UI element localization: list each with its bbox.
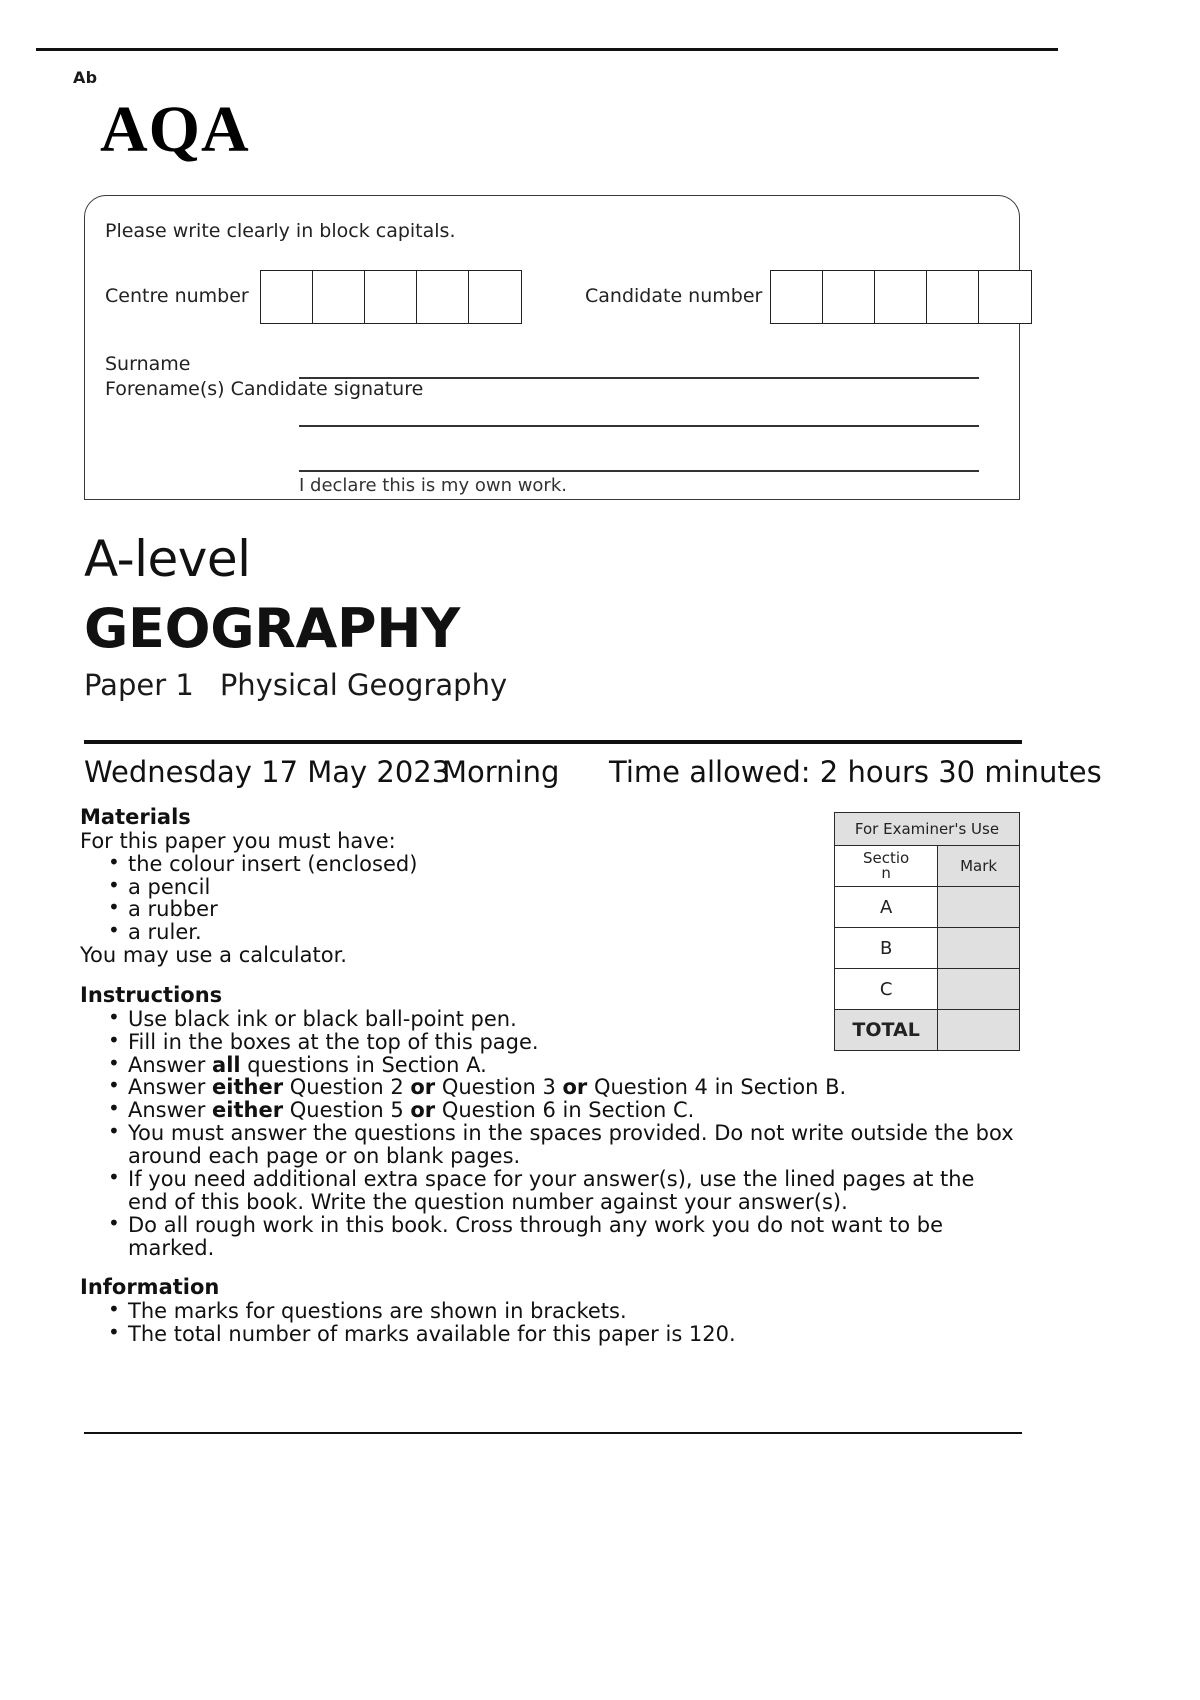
list-item: • Answer either Question 5 or Question 6 in Section C. [108,1099,1020,1122]
centre-number-cell[interactable] [313,271,365,323]
exam-session: Morning [442,755,560,789]
aqa-logo: AQA [100,93,250,166]
list-item: • the colour insert (enclosed) [108,853,548,876]
list-item: • The marks for questions are shown in brackets. [108,1300,1020,1323]
list-item: • Answer all questions in Section A. [108,1054,1020,1077]
page-marker: Ab [73,68,98,87]
candidate-number-cell[interactable] [875,271,927,323]
signature-write-line[interactable] [299,470,979,472]
list-item: • Fill in the boxes at the top of this page. [108,1031,1020,1054]
candidate-number-cell[interactable] [771,271,823,323]
materials-list [80,853,1020,945]
centre-number-cell[interactable] [365,271,417,323]
list-item: • Use black ink or black ball-point pen. [108,1008,1020,1031]
calculator-note: You may use a calculator. [80,943,347,968]
list-item: • You must answer the questions in the spaces provided. Do not write outside the box around each page or on blank pages. [108,1122,1020,1168]
list-item: • a pencil [108,876,548,899]
exam-time-allowed: Time allowed: 2 hours 30 minutes [609,755,1102,789]
surname-label: Surname [105,353,191,375]
exam-date: Wednesday 17 May 2023 [84,755,451,789]
forename-write-line[interactable] [299,425,979,427]
list-item: • If you need additional extra space for your answer(s), use the lined pages at the end of this book. Write the question number against your answer(s). [108,1168,1020,1214]
subject-title: GEOGRAPHY [84,597,460,660]
section-row-c: C [835,969,938,1010]
surname-write-line[interactable] [299,377,979,379]
list-item: • Answer either Question 2 or Question 3 or Question 4 in Section B. [108,1076,1020,1099]
candidate-number-label: Candidate number [585,285,763,307]
centre-number-input[interactable] [260,270,522,324]
list-item: • The total number of marks available for this paper is 120. [108,1323,1020,1346]
top-rule [36,48,1058,51]
examiner-col-section: Sectio n [835,846,938,887]
instructions-heading: Instructions [80,982,223,1007]
section-row-a: A [835,887,938,928]
materials-heading: Materials [80,805,191,829]
examiner-col-mark: Mark [938,846,1020,887]
instructions-list [80,1008,1020,1260]
centre-number-cell[interactable] [261,271,313,323]
forename-signature-label: Forename(s) Candidate signature [105,378,424,400]
list-item: • Do all rough work in this book. Cross through any work you do not want to be marked. [108,1214,1020,1260]
materials-intro: For this paper you must have: [80,829,396,853]
declaration-text: I declare this is my own work. [299,475,567,496]
paper-name: Physical Geography [219,668,508,702]
paper-number: Paper 1 [84,668,194,702]
information-heading: Information [80,1275,220,1300]
centre-number-cell[interactable] [417,271,469,323]
centre-number-cell[interactable] [469,271,521,323]
candidate-number-cell[interactable] [927,271,979,323]
bottom-rule [84,1432,1022,1434]
list-item: • a ruler. [108,921,548,944]
examiner-table-title: For Examiner's Use [835,813,1020,846]
candidate-number-input[interactable] [770,270,1032,324]
paper-line [84,668,507,702]
centre-number-label: Centre number [105,285,249,307]
block-capitals-note: Please write clearly in block capitals. [105,220,456,242]
information-list [80,1300,1020,1346]
header-divider-rule [84,740,1022,744]
candidate-number-cell[interactable] [979,271,1031,323]
candidate-number-cell[interactable] [823,271,875,323]
section-row-b: B [835,928,938,969]
qualification-level: A-level [84,530,251,588]
list-item: • a rubber [108,898,548,921]
total-label: TOTAL [835,1010,938,1051]
cover-instructions-column [80,805,1020,1346]
